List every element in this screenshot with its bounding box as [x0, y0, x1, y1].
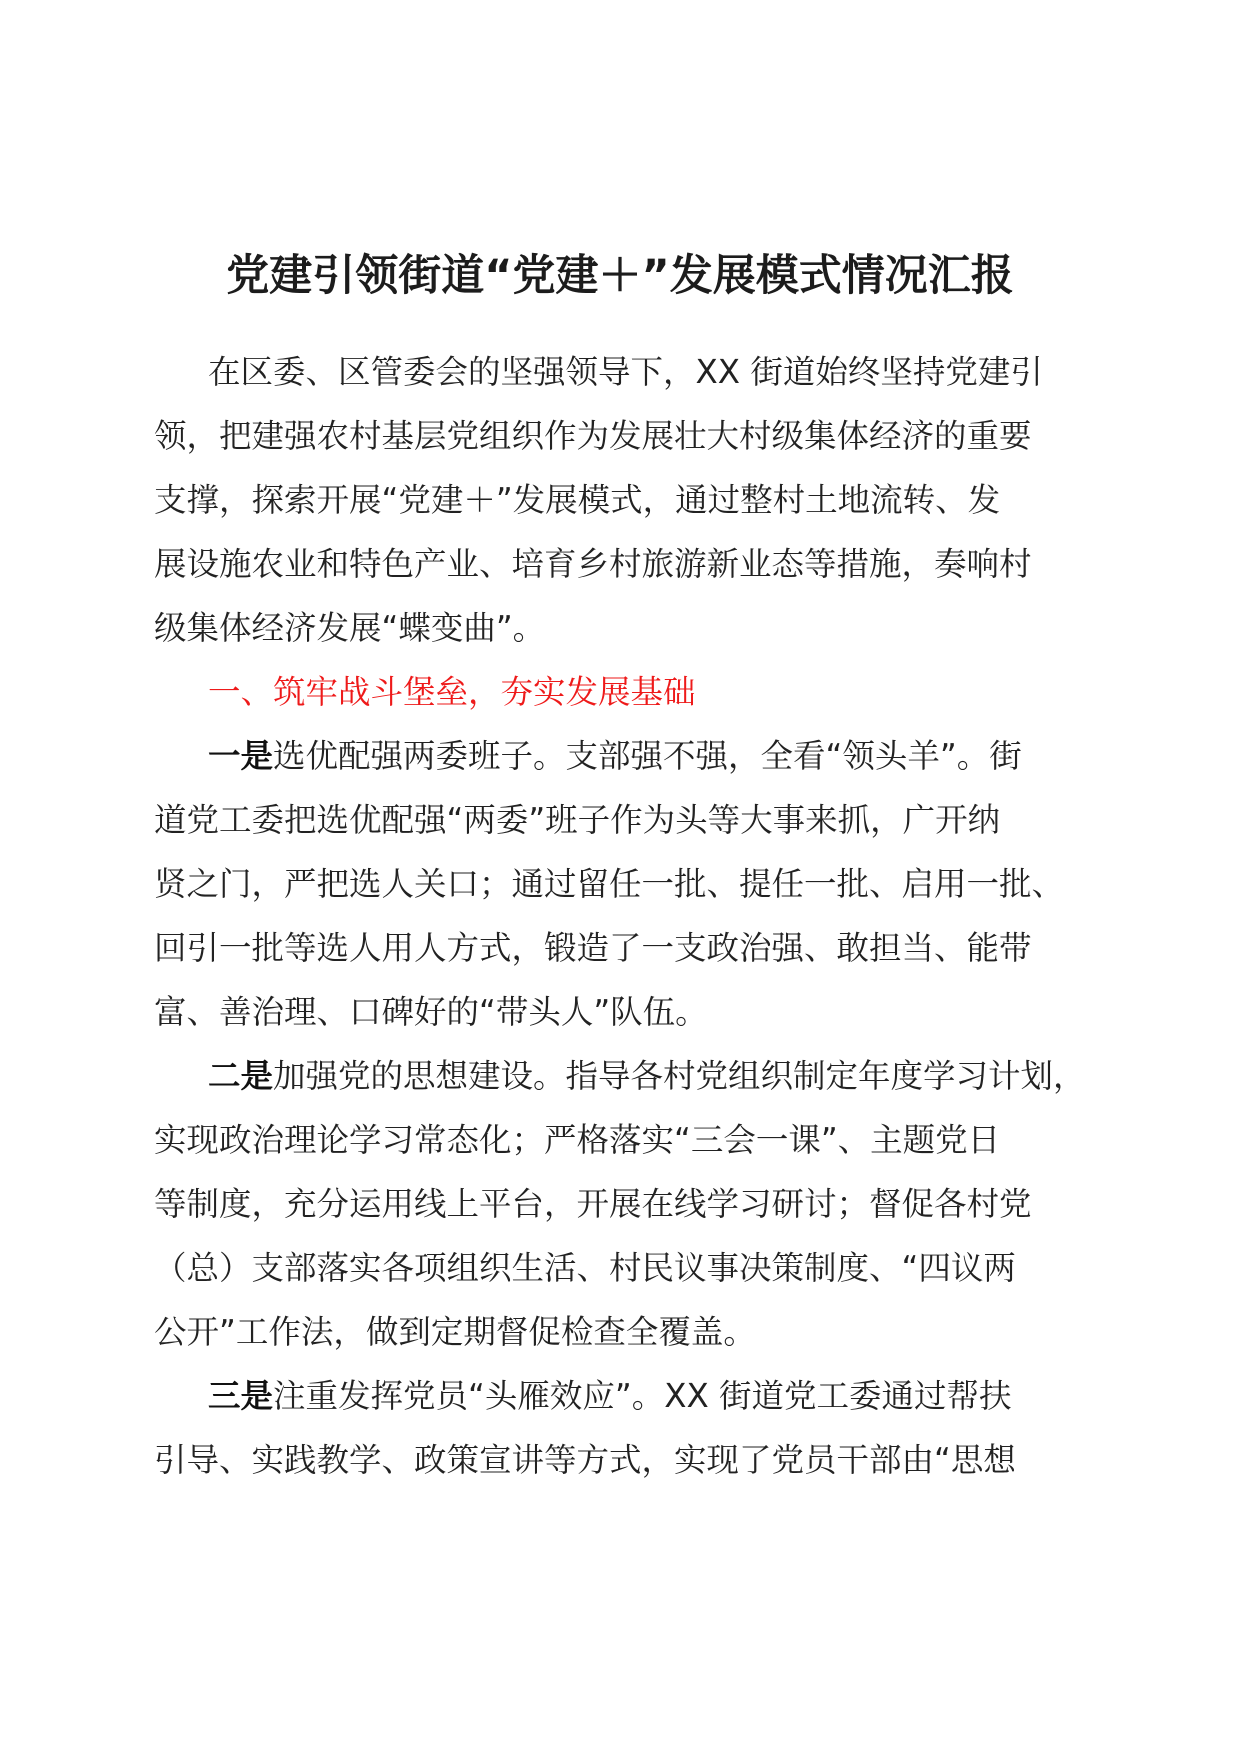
item-2-lead: 二是: [208, 1057, 274, 1095]
item-1-text: 选优配强两委班子。支部强不强，全看“领头羊”。街: [273, 737, 1022, 775]
item-3-first-line: [154, 1364, 1094, 1428]
document-title: 党建引领街道“党建＋”发展模式情况汇报: [226, 251, 1014, 301]
item-3-text: 注重发挥党员“头雁效应”。XX 街道党工委通过帮扶: [273, 1377, 1012, 1415]
intro-line: 在区委、区管委会的坚强领导下，XX 街道始终坚持党建引: [208, 353, 1043, 391]
item-2-line: 实现政治理论学习常态化；严格落实“三会一课”、主题党日: [154, 1121, 1001, 1159]
item-1-line: 富、善治理、口碑好的“带头人”队伍。: [154, 993, 708, 1031]
item-1-lead: 一是: [208, 737, 274, 775]
item-2-first-line: [154, 1044, 1094, 1108]
item-3-lead: 三是: [208, 1377, 274, 1415]
item-1-line: 道党工委把选优配强“两委”班子作为头等大事来抓，广开纳: [154, 801, 1001, 839]
item-1-line: 贤之门，严把选人关口；通过留任一批、提任一批、启用一批、: [154, 865, 1065, 903]
item-1-line: 回引一批等选人用人方式，锻造了一支政治强、敢担当、能带: [154, 929, 1032, 967]
item-2-line: 公开”工作法，做到定期督促检查全覆盖。: [154, 1313, 756, 1351]
item-2-line: 等制度，充分运用线上平台，开展在线学习研讨；督促各村党: [154, 1185, 1032, 1223]
item-1-first-line: [154, 724, 1094, 788]
item-3-line: 引导、实践教学、政策宣讲等方式，实现了党员干部由“思想: [154, 1441, 1016, 1479]
section-heading: 一、筑牢战斗堡垒，夯实发展基础: [208, 673, 696, 711]
intro-line: 级集体经济发展“蝶变曲”。: [154, 609, 546, 647]
item-2-line: （总）支部落实各项组织生活、村民议事决策制度、“四议两: [154, 1249, 1016, 1287]
intro-line: 支撑，探索开展“党建＋”发展模式，通过整村土地流转、发: [154, 481, 1001, 519]
intro-line: 领，把建强农村基层党组织作为发展壮大村级集体经济的重要: [154, 417, 1032, 455]
intro-line: 展设施农业和特色产业、培育乡村旅游新业态等措施，奏响村: [154, 545, 1032, 583]
item-2-text: 加强党的思想建设。指导各村党组织制定年度学习计划，: [273, 1057, 1086, 1095]
document-body: [154, 340, 1094, 1492]
